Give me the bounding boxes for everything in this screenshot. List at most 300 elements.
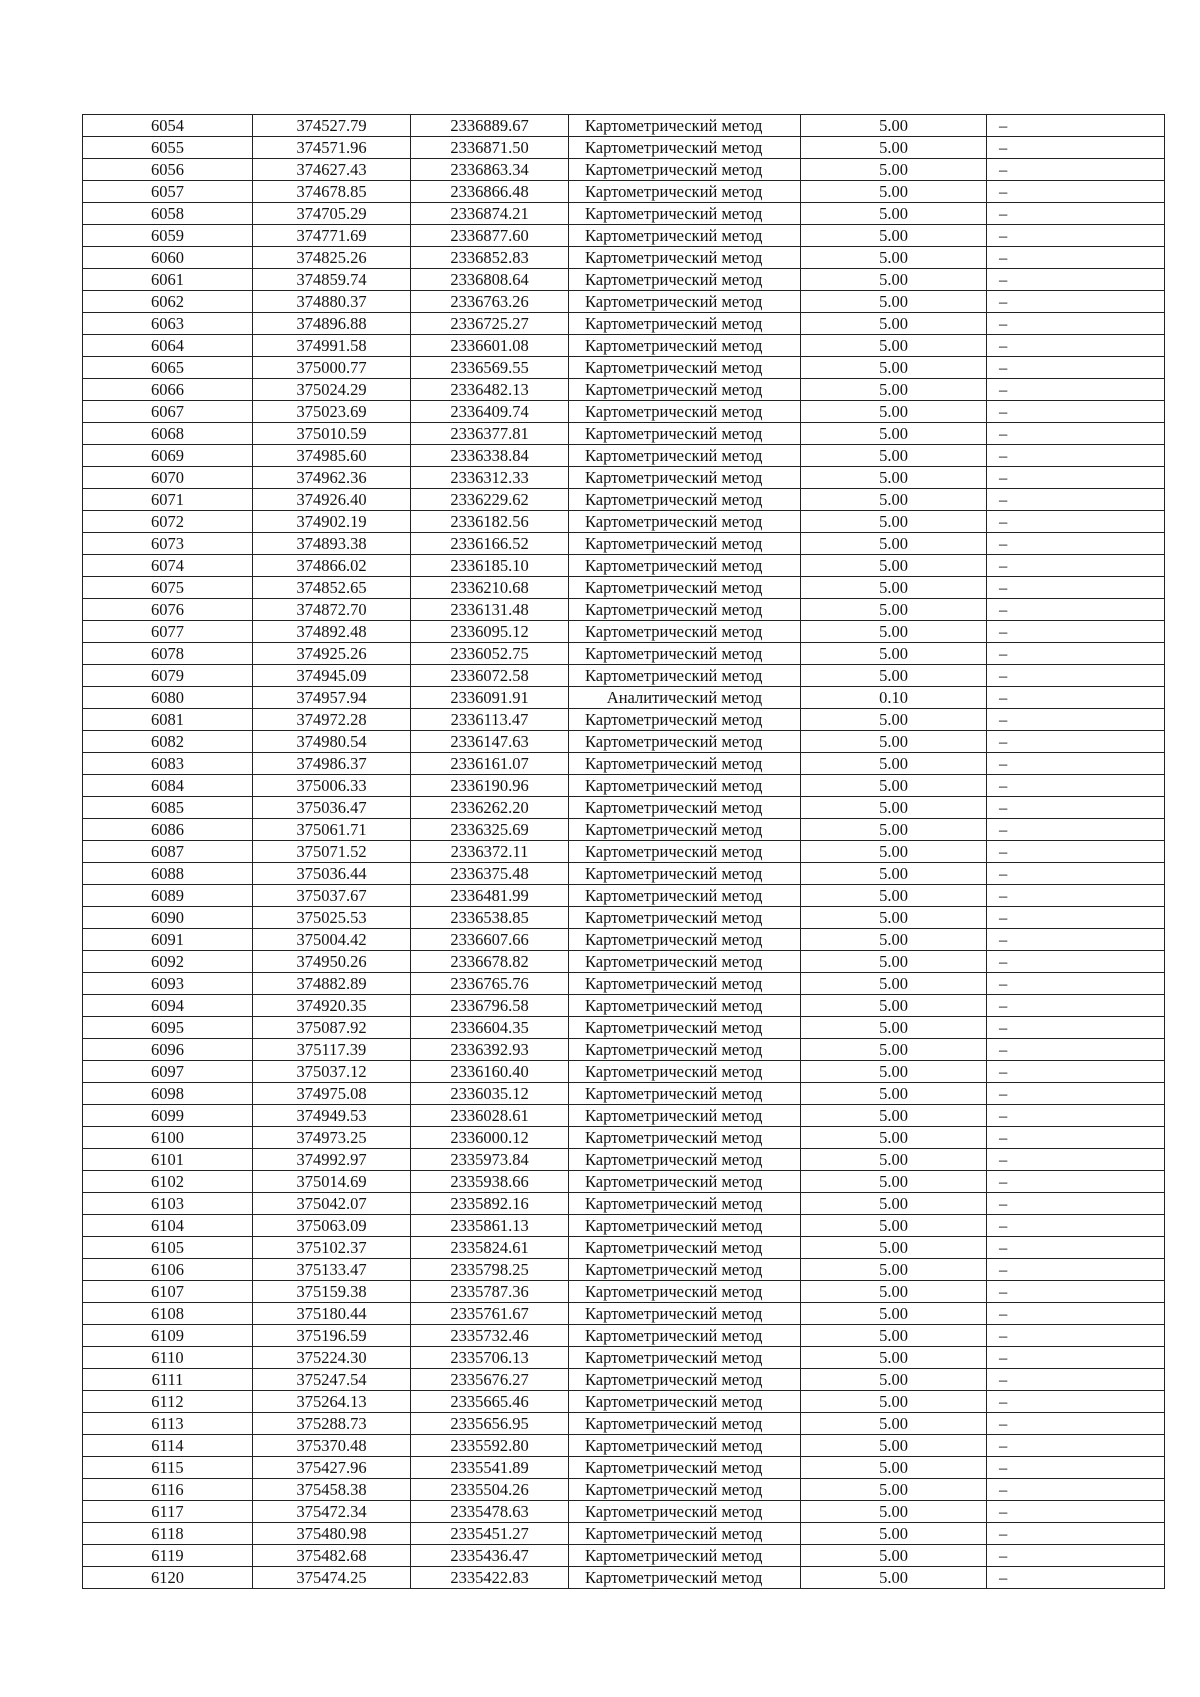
note-cell: – xyxy=(987,1523,1165,1545)
table-row xyxy=(83,1039,1165,1061)
y-coordinate-cell: 2336131.48 xyxy=(411,599,569,621)
accuracy-cell: 5.00 xyxy=(801,841,987,863)
y-coordinate-cell: 2336372.11 xyxy=(411,841,569,863)
y-coordinate-cell: 2336482.13 xyxy=(411,379,569,401)
method-cell: Картометрический метод xyxy=(569,863,801,885)
y-coordinate-cell: 2336229.62 xyxy=(411,489,569,511)
y-coordinate-cell: 2335478.63 xyxy=(411,1501,569,1523)
accuracy-cell: 5.00 xyxy=(801,797,987,819)
y-coordinate-cell: 2336035.12 xyxy=(411,1083,569,1105)
x-coordinate-cell: 375071.52 xyxy=(253,841,411,863)
accuracy-cell: 5.00 xyxy=(801,1127,987,1149)
note-cell: – xyxy=(987,621,1165,643)
note-cell: – xyxy=(987,533,1165,555)
x-coordinate-cell: 375036.47 xyxy=(253,797,411,819)
table-row xyxy=(83,1435,1165,1457)
table-row xyxy=(83,1457,1165,1479)
note-cell: – xyxy=(987,775,1165,797)
x-coordinate-cell: 375427.96 xyxy=(253,1457,411,1479)
method-cell: Картометрический метод xyxy=(569,995,801,1017)
table-row xyxy=(83,731,1165,753)
note-cell: – xyxy=(987,203,1165,225)
method-cell: Картометрический метод xyxy=(569,1017,801,1039)
note-cell: – xyxy=(987,1259,1165,1281)
point-number-cell: 6107 xyxy=(83,1281,253,1303)
method-cell: Картометрический метод xyxy=(569,819,801,841)
accuracy-cell: 5.00 xyxy=(801,1391,987,1413)
method-cell: Картометрический метод xyxy=(569,753,801,775)
table-row xyxy=(83,1237,1165,1259)
method-cell: Картометрический метод xyxy=(569,841,801,863)
note-cell: – xyxy=(987,159,1165,181)
y-coordinate-cell: 2335592.80 xyxy=(411,1435,569,1457)
method-cell: Картометрический метод xyxy=(569,1501,801,1523)
x-coordinate-cell: 374992.97 xyxy=(253,1149,411,1171)
note-cell: – xyxy=(987,489,1165,511)
accuracy-cell: 5.00 xyxy=(801,159,987,181)
note-cell: – xyxy=(987,269,1165,291)
note-cell: – xyxy=(987,379,1165,401)
accuracy-cell: 5.00 xyxy=(801,203,987,225)
point-number-cell: 6068 xyxy=(83,423,253,445)
accuracy-cell: 5.00 xyxy=(801,1523,987,1545)
point-number-cell: 6101 xyxy=(83,1149,253,1171)
table-row xyxy=(83,863,1165,885)
accuracy-cell: 5.00 xyxy=(801,357,987,379)
point-number-cell: 6074 xyxy=(83,555,253,577)
y-coordinate-cell: 2336160.40 xyxy=(411,1061,569,1083)
table-row xyxy=(83,1545,1165,1567)
table-row xyxy=(83,709,1165,731)
method-cell: Картометрический метод xyxy=(569,1325,801,1347)
x-coordinate-cell: 375288.73 xyxy=(253,1413,411,1435)
y-coordinate-cell: 2336377.81 xyxy=(411,423,569,445)
note-cell: – xyxy=(987,731,1165,753)
accuracy-cell: 5.00 xyxy=(801,225,987,247)
point-number-cell: 6091 xyxy=(83,929,253,951)
table-row xyxy=(83,467,1165,489)
point-number-cell: 6092 xyxy=(83,951,253,973)
method-cell: Картометрический метод xyxy=(569,225,801,247)
accuracy-cell: 5.00 xyxy=(801,709,987,731)
method-cell: Картометрический метод xyxy=(569,115,801,137)
accuracy-cell: 5.00 xyxy=(801,1105,987,1127)
method-cell: Картометрический метод xyxy=(569,181,801,203)
note-cell: – xyxy=(987,1391,1165,1413)
table-row xyxy=(83,1083,1165,1105)
method-cell: Картометрический метод xyxy=(569,1039,801,1061)
x-coordinate-cell: 374571.96 xyxy=(253,137,411,159)
accuracy-cell: 5.00 xyxy=(801,401,987,423)
y-coordinate-cell: 2336182.56 xyxy=(411,511,569,533)
point-number-cell: 6073 xyxy=(83,533,253,555)
note-cell: – xyxy=(987,687,1165,709)
y-coordinate-cell: 2336147.63 xyxy=(411,731,569,753)
y-coordinate-cell: 2335824.61 xyxy=(411,1237,569,1259)
x-coordinate-cell: 374985.60 xyxy=(253,445,411,467)
table-row xyxy=(83,1303,1165,1325)
table-row xyxy=(83,1149,1165,1171)
method-cell: Картометрический метод xyxy=(569,1303,801,1325)
note-cell: – xyxy=(987,995,1165,1017)
table-row xyxy=(83,1567,1165,1589)
table-row xyxy=(83,885,1165,907)
x-coordinate-cell: 374945.09 xyxy=(253,665,411,687)
point-number-cell: 6080 xyxy=(83,687,253,709)
point-number-cell: 6109 xyxy=(83,1325,253,1347)
note-cell: – xyxy=(987,929,1165,951)
note-cell: – xyxy=(987,1127,1165,1149)
table-row xyxy=(83,269,1165,291)
table-row xyxy=(83,819,1165,841)
method-cell: Картометрический метод xyxy=(569,247,801,269)
point-number-cell: 6097 xyxy=(83,1061,253,1083)
y-coordinate-cell: 2336000.12 xyxy=(411,1127,569,1149)
point-number-cell: 6083 xyxy=(83,753,253,775)
x-coordinate-cell: 375247.54 xyxy=(253,1369,411,1391)
method-cell: Картометрический метод xyxy=(569,1369,801,1391)
accuracy-cell: 5.00 xyxy=(801,775,987,797)
accuracy-cell: 5.00 xyxy=(801,929,987,951)
table-row xyxy=(83,159,1165,181)
x-coordinate-cell: 374866.02 xyxy=(253,555,411,577)
table-row xyxy=(83,247,1165,269)
note-cell: – xyxy=(987,1017,1165,1039)
point-number-cell: 6095 xyxy=(83,1017,253,1039)
x-coordinate-cell: 375264.13 xyxy=(253,1391,411,1413)
x-coordinate-cell: 375037.12 xyxy=(253,1061,411,1083)
accuracy-cell: 5.00 xyxy=(801,1325,987,1347)
y-coordinate-cell: 2336874.21 xyxy=(411,203,569,225)
accuracy-cell: 5.00 xyxy=(801,599,987,621)
y-coordinate-cell: 2335938.66 xyxy=(411,1171,569,1193)
point-number-cell: 6062 xyxy=(83,291,253,313)
y-coordinate-cell: 2335656.95 xyxy=(411,1413,569,1435)
point-number-cell: 6072 xyxy=(83,511,253,533)
table-row xyxy=(83,115,1165,137)
accuracy-cell: 5.00 xyxy=(801,555,987,577)
table-row xyxy=(83,1215,1165,1237)
table-row xyxy=(83,555,1165,577)
y-coordinate-cell: 2335798.25 xyxy=(411,1259,569,1281)
x-coordinate-cell: 374949.53 xyxy=(253,1105,411,1127)
method-cell: Картометрический метод xyxy=(569,137,801,159)
x-coordinate-cell: 375006.33 xyxy=(253,775,411,797)
note-cell: – xyxy=(987,247,1165,269)
x-coordinate-cell: 375196.59 xyxy=(253,1325,411,1347)
y-coordinate-cell: 2336312.33 xyxy=(411,467,569,489)
y-coordinate-cell: 2335973.84 xyxy=(411,1149,569,1171)
y-coordinate-cell: 2336325.69 xyxy=(411,819,569,841)
x-coordinate-cell: 374825.26 xyxy=(253,247,411,269)
note-cell: – xyxy=(987,1281,1165,1303)
point-number-cell: 6084 xyxy=(83,775,253,797)
y-coordinate-cell: 2335451.27 xyxy=(411,1523,569,1545)
point-number-cell: 6110 xyxy=(83,1347,253,1369)
method-cell: Картометрический метод xyxy=(569,379,801,401)
method-cell: Картометрический метод xyxy=(569,731,801,753)
point-number-cell: 6063 xyxy=(83,313,253,335)
point-number-cell: 6104 xyxy=(83,1215,253,1237)
y-coordinate-cell: 2336161.07 xyxy=(411,753,569,775)
accuracy-cell: 5.00 xyxy=(801,1369,987,1391)
note-cell: – xyxy=(987,401,1165,423)
method-cell: Картометрический метод xyxy=(569,335,801,357)
x-coordinate-cell: 374950.26 xyxy=(253,951,411,973)
x-coordinate-cell: 374896.88 xyxy=(253,313,411,335)
note-cell: – xyxy=(987,841,1165,863)
note-cell: – xyxy=(987,1083,1165,1105)
table-row xyxy=(83,1479,1165,1501)
point-number-cell: 6108 xyxy=(83,1303,253,1325)
accuracy-cell: 5.00 xyxy=(801,423,987,445)
x-coordinate-cell: 375024.29 xyxy=(253,379,411,401)
table-row xyxy=(83,1017,1165,1039)
point-number-cell: 6057 xyxy=(83,181,253,203)
table-row xyxy=(83,665,1165,687)
table-body xyxy=(83,115,1165,1589)
note-cell: – xyxy=(987,1237,1165,1259)
note-cell: – xyxy=(987,115,1165,137)
table-row xyxy=(83,621,1165,643)
x-coordinate-cell: 375000.77 xyxy=(253,357,411,379)
accuracy-cell: 5.00 xyxy=(801,731,987,753)
x-coordinate-cell: 374962.36 xyxy=(253,467,411,489)
x-coordinate-cell: 374973.25 xyxy=(253,1127,411,1149)
note-cell: – xyxy=(987,1303,1165,1325)
accuracy-cell: 5.00 xyxy=(801,445,987,467)
y-coordinate-cell: 2335436.47 xyxy=(411,1545,569,1567)
point-number-cell: 6078 xyxy=(83,643,253,665)
note-cell: – xyxy=(987,665,1165,687)
point-number-cell: 6058 xyxy=(83,203,253,225)
x-coordinate-cell: 375180.44 xyxy=(253,1303,411,1325)
method-cell: Аналитический метод xyxy=(569,687,801,709)
method-cell: Картометрический метод xyxy=(569,1281,801,1303)
point-number-cell: 6090 xyxy=(83,907,253,929)
x-coordinate-cell: 374957.94 xyxy=(253,687,411,709)
accuracy-cell: 5.00 xyxy=(801,1149,987,1171)
accuracy-cell: 5.00 xyxy=(801,885,987,907)
point-number-cell: 6059 xyxy=(83,225,253,247)
point-number-cell: 6116 xyxy=(83,1479,253,1501)
x-coordinate-cell: 374678.85 xyxy=(253,181,411,203)
x-coordinate-cell: 375004.42 xyxy=(253,929,411,951)
table-row xyxy=(83,907,1165,929)
table-row xyxy=(83,577,1165,599)
x-coordinate-cell: 374893.38 xyxy=(253,533,411,555)
point-number-cell: 6061 xyxy=(83,269,253,291)
note-cell: – xyxy=(987,577,1165,599)
point-number-cell: 6067 xyxy=(83,401,253,423)
y-coordinate-cell: 2336185.10 xyxy=(411,555,569,577)
point-number-cell: 6119 xyxy=(83,1545,253,1567)
table-row xyxy=(83,1127,1165,1149)
method-cell: Картометрический метод xyxy=(569,1171,801,1193)
note-cell: – xyxy=(987,181,1165,203)
table-row xyxy=(83,797,1165,819)
note-cell: – xyxy=(987,1347,1165,1369)
table-row xyxy=(83,687,1165,709)
point-number-cell: 6075 xyxy=(83,577,253,599)
x-coordinate-cell: 375037.67 xyxy=(253,885,411,907)
method-cell: Картометрический метод xyxy=(569,1083,801,1105)
method-cell: Картометрический метод xyxy=(569,203,801,225)
method-cell: Картометрический метод xyxy=(569,1105,801,1127)
accuracy-cell: 5.00 xyxy=(801,621,987,643)
point-number-cell: 6111 xyxy=(83,1369,253,1391)
note-cell: – xyxy=(987,467,1165,489)
method-cell: Картометрический метод xyxy=(569,709,801,731)
point-number-cell: 6098 xyxy=(83,1083,253,1105)
method-cell: Картометрический метод xyxy=(569,555,801,577)
method-cell: Картометрический метод xyxy=(569,1545,801,1567)
note-cell: – xyxy=(987,1413,1165,1435)
method-cell: Картометрический метод xyxy=(569,1435,801,1457)
accuracy-cell: 5.00 xyxy=(801,1347,987,1369)
x-coordinate-cell: 375480.98 xyxy=(253,1523,411,1545)
table-row xyxy=(83,1061,1165,1083)
note-cell: – xyxy=(987,291,1165,313)
y-coordinate-cell: 2335676.27 xyxy=(411,1369,569,1391)
note-cell: – xyxy=(987,1105,1165,1127)
y-coordinate-cell: 2336808.64 xyxy=(411,269,569,291)
x-coordinate-cell: 374920.35 xyxy=(253,995,411,1017)
method-cell: Картометрический метод xyxy=(569,665,801,687)
accuracy-cell: 5.00 xyxy=(801,665,987,687)
x-coordinate-cell: 374771.69 xyxy=(253,225,411,247)
x-coordinate-cell: 374882.89 xyxy=(253,973,411,995)
x-coordinate-cell: 375063.09 xyxy=(253,1215,411,1237)
y-coordinate-cell: 2336262.20 xyxy=(411,797,569,819)
x-coordinate-cell: 375472.34 xyxy=(253,1501,411,1523)
note-cell: – xyxy=(987,1215,1165,1237)
x-coordinate-cell: 375010.59 xyxy=(253,423,411,445)
accuracy-cell: 5.00 xyxy=(801,489,987,511)
x-coordinate-cell: 375474.25 xyxy=(253,1567,411,1589)
method-cell: Картометрический метод xyxy=(569,1413,801,1435)
x-coordinate-cell: 375482.68 xyxy=(253,1545,411,1567)
accuracy-cell: 5.00 xyxy=(801,1039,987,1061)
y-coordinate-cell: 2336607.66 xyxy=(411,929,569,951)
point-number-cell: 6088 xyxy=(83,863,253,885)
point-number-cell: 6093 xyxy=(83,973,253,995)
x-coordinate-cell: 375061.71 xyxy=(253,819,411,841)
x-coordinate-cell: 374991.58 xyxy=(253,335,411,357)
x-coordinate-cell: 374986.37 xyxy=(253,753,411,775)
point-number-cell: 6071 xyxy=(83,489,253,511)
note-cell: – xyxy=(987,1369,1165,1391)
y-coordinate-cell: 2335892.16 xyxy=(411,1193,569,1215)
table-row xyxy=(83,1501,1165,1523)
y-coordinate-cell: 2336725.27 xyxy=(411,313,569,335)
table-row xyxy=(83,1523,1165,1545)
y-coordinate-cell: 2336190.96 xyxy=(411,775,569,797)
x-coordinate-cell: 374925.26 xyxy=(253,643,411,665)
accuracy-cell: 5.00 xyxy=(801,291,987,313)
note-cell: – xyxy=(987,753,1165,775)
method-cell: Картометрический метод xyxy=(569,1457,801,1479)
y-coordinate-cell: 2336871.50 xyxy=(411,137,569,159)
y-coordinate-cell: 2336210.68 xyxy=(411,577,569,599)
table-row xyxy=(83,1369,1165,1391)
x-coordinate-cell: 374880.37 xyxy=(253,291,411,313)
table-row xyxy=(83,291,1165,313)
note-cell: – xyxy=(987,1501,1165,1523)
x-coordinate-cell: 374872.70 xyxy=(253,599,411,621)
y-coordinate-cell: 2336866.48 xyxy=(411,181,569,203)
note-cell: – xyxy=(987,1171,1165,1193)
y-coordinate-cell: 2336028.61 xyxy=(411,1105,569,1127)
note-cell: – xyxy=(987,137,1165,159)
table-row xyxy=(83,929,1165,951)
table-row xyxy=(83,775,1165,797)
y-coordinate-cell: 2336877.60 xyxy=(411,225,569,247)
table-row xyxy=(83,1413,1165,1435)
point-number-cell: 6114 xyxy=(83,1435,253,1457)
accuracy-cell: 5.00 xyxy=(801,1413,987,1435)
accuracy-cell: 5.00 xyxy=(801,863,987,885)
note-cell: – xyxy=(987,225,1165,247)
point-number-cell: 6081 xyxy=(83,709,253,731)
method-cell: Картометрический метод xyxy=(569,1567,801,1589)
accuracy-cell: 5.00 xyxy=(801,1281,987,1303)
table-row xyxy=(83,1325,1165,1347)
note-cell: – xyxy=(987,709,1165,731)
note-cell: – xyxy=(987,1325,1165,1347)
method-cell: Картометрический метод xyxy=(569,1127,801,1149)
method-cell: Картометрический метод xyxy=(569,929,801,951)
method-cell: Картометрический метод xyxy=(569,1391,801,1413)
note-cell: – xyxy=(987,885,1165,907)
y-coordinate-cell: 2336113.47 xyxy=(411,709,569,731)
method-cell: Картометрический метод xyxy=(569,775,801,797)
table-row xyxy=(83,643,1165,665)
accuracy-cell: 5.00 xyxy=(801,1259,987,1281)
note-cell: – xyxy=(987,819,1165,841)
y-coordinate-cell: 2335422.83 xyxy=(411,1567,569,1589)
table-row xyxy=(83,181,1165,203)
point-number-cell: 6054 xyxy=(83,115,253,137)
point-number-cell: 6106 xyxy=(83,1259,253,1281)
x-coordinate-cell: 375117.39 xyxy=(253,1039,411,1061)
x-coordinate-cell: 374926.40 xyxy=(253,489,411,511)
accuracy-cell: 5.00 xyxy=(801,951,987,973)
table-row xyxy=(83,1347,1165,1369)
table-row xyxy=(83,1193,1165,1215)
method-cell: Картометрический метод xyxy=(569,1237,801,1259)
point-number-cell: 6117 xyxy=(83,1501,253,1523)
accuracy-cell: 5.00 xyxy=(801,1061,987,1083)
point-number-cell: 6105 xyxy=(83,1237,253,1259)
accuracy-cell: 5.00 xyxy=(801,1479,987,1501)
table-row xyxy=(83,445,1165,467)
accuracy-cell: 5.00 xyxy=(801,313,987,335)
x-coordinate-cell: 375370.48 xyxy=(253,1435,411,1457)
method-cell: Картометрический метод xyxy=(569,533,801,555)
table-row xyxy=(83,841,1165,863)
accuracy-cell: 5.00 xyxy=(801,1017,987,1039)
method-cell: Картометрический метод xyxy=(569,1347,801,1369)
point-number-cell: 6094 xyxy=(83,995,253,1017)
coordinates-table xyxy=(82,114,1165,1589)
point-number-cell: 6089 xyxy=(83,885,253,907)
table-row xyxy=(83,1171,1165,1193)
method-cell: Картометрический метод xyxy=(569,489,801,511)
point-number-cell: 6070 xyxy=(83,467,253,489)
note-cell: – xyxy=(987,335,1165,357)
method-cell: Картометрический метод xyxy=(569,291,801,313)
